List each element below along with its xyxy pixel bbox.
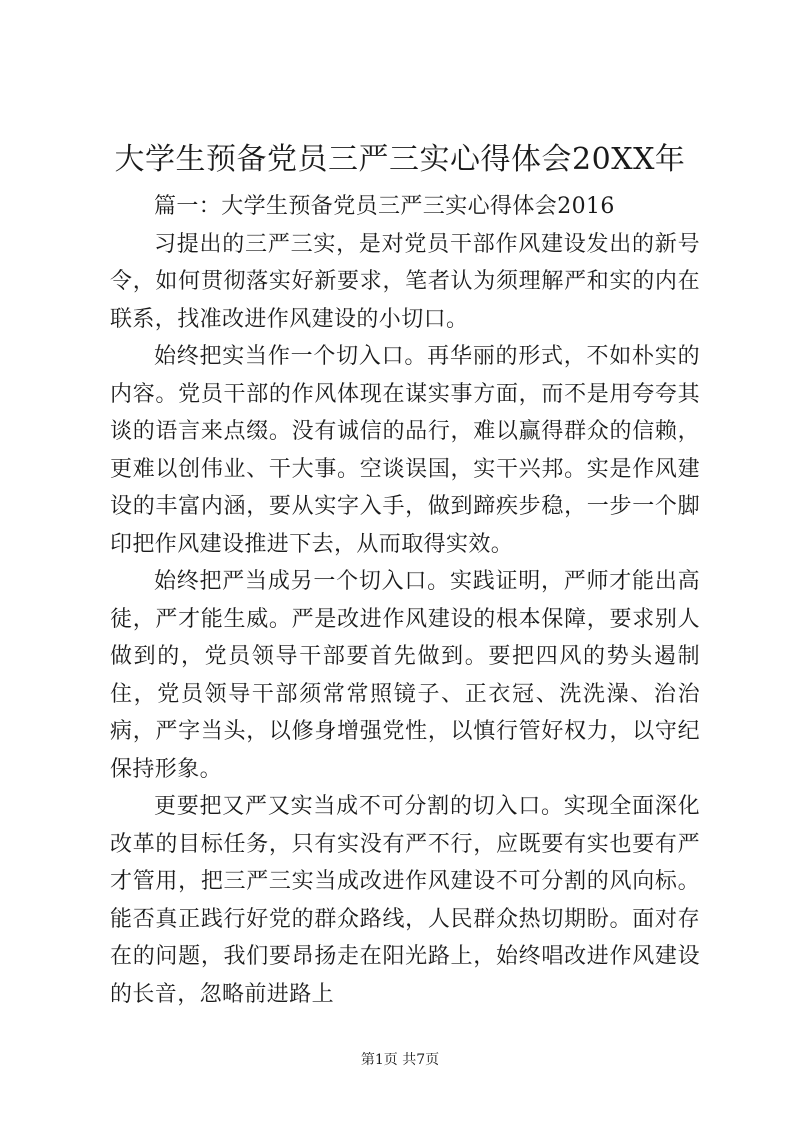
paragraph-subtitle: 篇一：大学生预备党员三严三实心得体会2016 (154, 194, 615, 219)
document-body (110, 188, 700, 1013)
paragraph: 更要把又严又实当成不可分割的切入口。实现全面深化改革的目标任务，只有实没有严不行，应既要有实也要有严才管用，把三严三实当成改进作风建设不可分割的风向标。能否真正践行好党的群众路线，人民群众热切期盼。面对存在的问题，我们要昂扬走在阳光路上，始终唱改进作风建设的长音，忽略前进路上 (110, 794, 700, 1007)
paragraph: 习提出的三严三实，是对党员干部作风建设发出的新号令，如何贯彻落实好新要求，笔者认为须理解严和实的内在联系，找准改进作风建设的小切口。 (110, 231, 700, 332)
document-title: 大学生预备党员三严三实心得体会20XX年 (114, 142, 686, 177)
page-number-footer: 第1页 共7页 (360, 1052, 440, 1068)
paragraph: 始终把实当作一个切入口。再华丽的形式，不如朴实的内容。党员干部的作风体现在谋实事方面，而不是用夸夸其谈的语言来点缀。没有诚信的品行，难以赢得群众的信赖，更难以创伟业、干大事。空谈误国，实干兴邦。实是作风建设的丰富内涵，要从实字入手，做到蹄疾步稳，一步一个脚印把作风建设推进下去，从而取得实效。 (110, 344, 700, 557)
paragraph: 始终把严当成另一个切入口。实践证明，严师才能出高徒，严才能生威。严是改进作风建设的根本保障，要求别人做到的，党员领导干部要首先做到。要把四风的势头遏制住，党员领导干部须常常照镜子、正衣冠、洗洗澡、治治病，严字当头，以修身增强党性，以慎行管好权力，以守纪保持形象。 (110, 569, 700, 782)
